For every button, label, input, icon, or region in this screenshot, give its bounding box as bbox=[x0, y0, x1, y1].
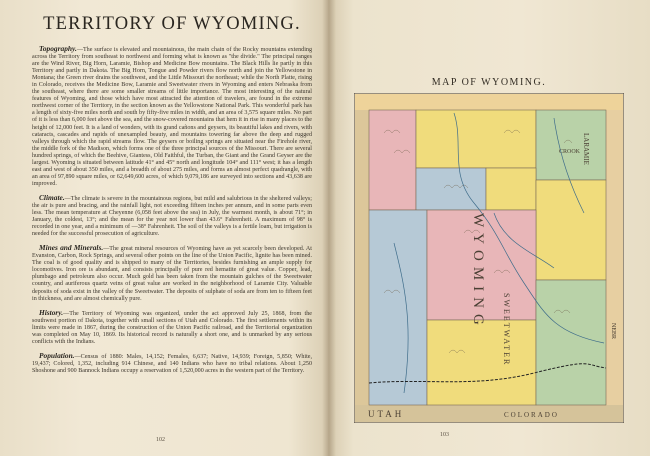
idaho-strip bbox=[355, 110, 369, 405]
section-topography bbox=[32, 45, 312, 188]
map-label-crook: CROOK bbox=[559, 149, 581, 155]
section-heading: Population. bbox=[39, 350, 75, 360]
county-uinta bbox=[369, 210, 427, 405]
montana-strip bbox=[355, 94, 623, 110]
map-label-sweetwater: SWEETWATER bbox=[502, 293, 511, 367]
map-title: MAP OF WYOMING. bbox=[431, 77, 547, 88]
county-laramie bbox=[536, 180, 606, 280]
county-yellowstone bbox=[369, 110, 416, 210]
section-population bbox=[32, 352, 312, 375]
map-label-laramie: LARAMIE bbox=[582, 133, 590, 165]
map-label-colorado: COLORADO bbox=[504, 411, 559, 419]
county-sweetwater bbox=[427, 320, 536, 405]
county-crook bbox=[536, 110, 606, 180]
page-number-right: 103 bbox=[440, 432, 449, 438]
section-text: —Census of 1880: Males, 14,152; Females, 6,637; Native, 14,939; Foreign, 5,850; White, 19,437; Colored, 1,352, including 914 Chinese, and 140 Indians who have no tribal relations. About 1,250 Shoshone and 900 Bannock Indians occupy a reservation of 1,520,000 acres in the western part of the Territory. bbox=[32, 353, 312, 374]
section-heading: Mines and Minerals. bbox=[39, 243, 104, 253]
section-text: —The great mineral resources of Wyoming have as yet scarcely been developed. At Evanston, Carbon, Rock Springs, and several other points on the line of the Union Pacific, lignite has been mined. The coal is of good quality and is shipped to many of the Territories, besides furnishing an ample supply for locomotives. Iron ore is abundant, and consists principally of pure red hematite of great value. Copper, lead, plumbago and petroleum also occur. Much gold has been taken from the mountain gulches of the Sweetwater country, and auriferous quartz veins of great value are worked in the neighborhood of Laramie City. Valuable deposits of soda exist in the valley of the Sweetwater. The deposits of sulphate of soda are from ten to fifteen feet in thickness, and are almost chemically pure. bbox=[32, 246, 312, 302]
book-gutter bbox=[322, 0, 336, 456]
county-johnson bbox=[486, 168, 536, 210]
wyoming-map bbox=[354, 93, 624, 423]
section-heading: Climate. bbox=[39, 192, 65, 202]
section-text: —The climate is severe in the mountainous regions, but mild and salubrious in the sheltered valleys; the air is pure and bracing, and the rainfall light, not exceeding fifteen inches per annum, and in some parts even less. The mean temperature at Cheyenne (6,058 feet above the sea) in July, the warmest month, is about 71°; in January, the coldest, 13°; and the mean for the year not lower than 43.6° Fahrenheit. A maximum of 98° is recorded in one year, and a minimum of —38° Fahrenheit. The soil of the valleys is a fertile loam, but irrigation is needed for the successful prosecution of agriculture. bbox=[32, 195, 312, 238]
dakota-strip bbox=[606, 110, 623, 405]
section-text: —The Territory of Wyoming was organized, under the act approved July 25, 1868, from the southwest portion of Dakota, together with small sections of Utah and Colorado. The first settlements within its limits were made in 1867, during the construction of the Union Pacific railroad, and the Territorial organization was completed on May 10, 1869. Its historical record is naturally a short one, and is unmarked by any serious conflicts with the Indians. bbox=[32, 310, 312, 345]
county-albany bbox=[536, 280, 606, 405]
section-heading: History. bbox=[39, 307, 64, 317]
county-center bbox=[416, 168, 486, 210]
county-north bbox=[416, 110, 536, 168]
map-label-wyoming: WYOMING bbox=[470, 213, 486, 331]
section-heading: Topography. bbox=[39, 44, 77, 53]
section-climate bbox=[32, 194, 312, 238]
page-title: TERRITORY OF WYOMING. bbox=[43, 14, 301, 34]
page-number-left: 102 bbox=[156, 437, 165, 443]
section-mines bbox=[32, 244, 312, 302]
map-label-utah: UTAH bbox=[368, 409, 405, 419]
right-page bbox=[328, 0, 650, 456]
section-history bbox=[32, 309, 312, 346]
map-label-nebraska: NEBR bbox=[610, 323, 616, 340]
section-text: —The surface is elevated and mountainous, the main chain of the Rocky mountains extending across the Territory from southeast to northwest and forming what is known as "the divide." The principal ranges are the Wind River, Big Horn, Laramie, Bishop and Medicine Bow mountains. The Black Hills lie partly in this Territory and partly in Dakota. The Big Horn, Tongue and Powder rivers flow north and join the Yellowstone in Montana; the Green river drains the southwest, and the Little Missouri the northeast; while the North Platte, rising in Colorado, receives the Medicine Bow, Laramie and Sweetwater rivers in Wyoming and enters Nebraska from the southeast, where there are some smaller streams of little importance. The most interesting of the natural features of Wyoming, and those which have most attracted the attention of travelers, are found in the extreme northwest corner of the Territory, in the section known as the Yellowstone National Park. This wonderful park has a length of sixty-five miles north and south by fifty-five miles in width, and an area of 3,575 square miles. No part of it is less than 6,000 feet above the sea, and the snow-covered mountains that hem it in rise in many places to the height of 12,000 feet. It is a land of wonders, with its grand cañons and geysers, its beautiful lakes and rivers, with cataracts, cascades and rapids of unexampled beauty, and mountains towering far above the deep and rugged valleys through which the rapid streams flow. The geysers or boiling springs are situated near the Firehole river, the middle fork of the Madison, which forms one of the three principal sources of the Missouri. There are several hundred springs, of which the Beehive, Giantess, Old Faithful, the Turban, the Giant and the Grand Geyser are the largest. Wyoming is situated between latitude 41° and 45° north and longitude 104° and 111° west; it has a length east and west of about 350 miles, and a breadth of about 275 miles, and forms an almost perfect quadrangle, with an area of 97,890 square miles, or 62,649,600 acres, of which 9,079,186 are surveyed into sections and 43,638 are improved. bbox=[32, 47, 312, 187]
